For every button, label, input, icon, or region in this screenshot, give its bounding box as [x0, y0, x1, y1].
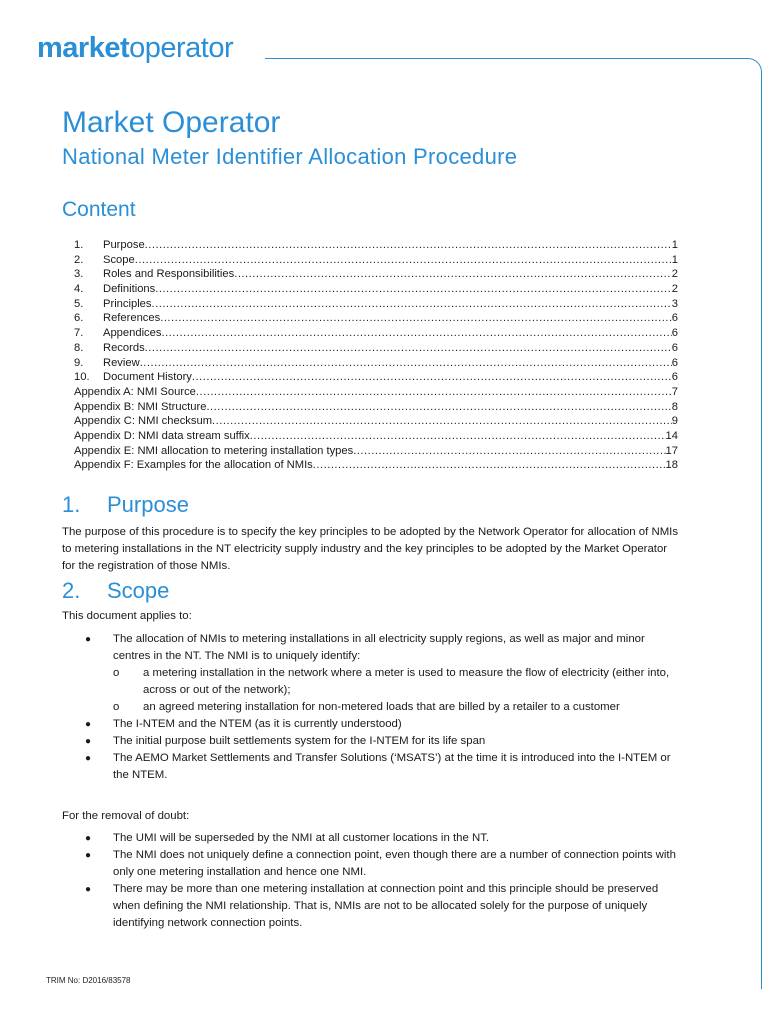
toc-page-number: 6 [671, 312, 678, 325]
toc-title: Purpose [103, 239, 145, 251]
document-subtitle: National Meter Identifier Allocation Procedure [62, 144, 518, 169]
toc-number: 10. [74, 371, 90, 384]
toc-leader-dots [145, 238, 672, 253]
bullet-icon: ● [85, 753, 92, 764]
toc-entry[interactable] [74, 400, 678, 415]
circle-bullet-icon: o [113, 701, 120, 713]
toc-page-number: 3 [671, 297, 678, 310]
toc-title: Appendix E: NMI allocation to metering installation types [74, 444, 354, 457]
bullet-icon: ● [85, 884, 92, 895]
list-item: o an agreed metering installation for non-metered loads that are billed by a retailer to a customer [113, 699, 685, 716]
toc-number: 1. [74, 239, 84, 251]
scope-heading: 2. Scope [62, 578, 170, 603]
removal-bullet-list [85, 830, 685, 932]
toc-page-number: 6 [671, 327, 678, 340]
bullet-icon: ● [85, 850, 92, 861]
toc-leader-dots [161, 326, 671, 341]
toc-leader-dots [145, 341, 672, 356]
toc-entry[interactable] [74, 429, 678, 444]
toc-entry[interactable] [74, 341, 678, 356]
list-item: ● The allocation of NMIs to metering installations in all electricity supply regions, as well as major and minor centres in the NT. The NMI is to uniquely identify: o a metering installation in the network where a meter is used to measure the flow of electricity (either into, across or out of the network); o an agreed metering installation for non-metered loads that are billed by a retailer to a customer [85, 631, 685, 716]
toc-entry[interactable] [74, 282, 678, 297]
toc-title: Definitions [103, 283, 156, 296]
toc-page-number: 6 [671, 371, 678, 384]
toc-number: 5. [74, 297, 84, 310]
toc-leader-dots [353, 444, 665, 459]
toc-entry[interactable] [74, 238, 678, 253]
bullet-icon: ● [85, 833, 92, 844]
toc-title: Appendix A: NMI Source [74, 385, 196, 398]
toc-entry[interactable] [74, 444, 678, 459]
list-item: ● The initial purpose built settlements system for the I-NTEM for its life span [85, 733, 685, 750]
toc-title: Principles [103, 297, 152, 310]
toc-page-number: 8 [671, 400, 678, 413]
toc-page-number: 6 [671, 341, 678, 354]
toc-page-number: 6 [671, 356, 678, 369]
toc-entry[interactable] [74, 326, 678, 341]
toc-entry[interactable] [74, 356, 678, 371]
toc-title: Roles and Responsibilities [103, 268, 235, 281]
toc-page-number: 1 [671, 253, 678, 266]
toc-leader-dots [234, 267, 672, 282]
purpose-paragraph: The purpose of this procedure is to specify the key principles to be adopted by the Network Operator for allocation of NMIs to metering installations in the NT electricity supply industry and the key principles to be adopted by the Market Operator for the registration of those NMIs. [62, 526, 679, 572]
trim-number-footer: TRIM No: D2016/83578 [46, 976, 131, 985]
toc-title: Document History [103, 371, 192, 384]
scope-intro: This document applies to: [62, 610, 192, 622]
contents-heading: Content [62, 198, 136, 221]
toc-leader-dots [152, 297, 672, 312]
bullet-icon: ● [85, 736, 92, 747]
toc-title: Scope [103, 253, 135, 266]
toc-page-number: 18 [665, 459, 678, 472]
list-item: ● The I-NTEM and the NTEM (as it is currently understood) [85, 716, 685, 733]
toc-page-number: 1 [671, 239, 678, 251]
toc-leader-dots [250, 429, 666, 444]
scope-bullet-list [85, 631, 685, 784]
circle-bullet-icon: o [113, 667, 120, 679]
toc-entry[interactable] [74, 253, 678, 268]
toc-entry[interactable] [74, 385, 678, 400]
toc-number: 4. [74, 283, 84, 296]
toc-entry[interactable] [74, 458, 678, 473]
toc-leader-dots [155, 282, 672, 297]
list-item: ● The AEMO Market Settlements and Transfer Solutions (‘MSATS’) at the time it is introduced into the I-NTEM or the NTEM. [85, 752, 671, 781]
toc-leader-dots [313, 458, 666, 473]
toc-page-number: 9 [671, 415, 678, 428]
bullet-icon: ● [85, 719, 92, 730]
toc-page-number: 2 [671, 268, 678, 281]
toc-leader-dots [135, 253, 672, 268]
table-of-contents [74, 238, 678, 473]
removal-intro: For the removal of doubt: [62, 810, 190, 822]
page-title: Market Operator [62, 106, 281, 139]
toc-leader-dots [206, 400, 671, 415]
toc-entry[interactable] [74, 414, 678, 429]
bullet-icon: ● [85, 634, 92, 645]
toc-entry[interactable] [74, 311, 678, 326]
toc-title: Records [103, 341, 145, 354]
toc-number: 2. [74, 253, 84, 266]
sub-bullet-list [113, 665, 685, 716]
toc-entry[interactable] [74, 370, 678, 385]
toc-leader-dots [212, 414, 672, 429]
toc-leader-dots [196, 385, 672, 400]
toc-number: 3. [74, 268, 84, 281]
list-item: ● There may be more than one metering installation at connection point and this principle should be preserved when defining the NMI relationship. That is, NMIs are not to be allocated solely for the purpose of uniquely identifying network connection points. [85, 883, 659, 929]
list-item: ● The UMI will be superseded by the NMI at all customer locations in the NT. [85, 830, 685, 847]
toc-title: Appendix B: NMI Structure [74, 400, 207, 413]
toc-entry[interactable] [74, 267, 678, 282]
toc-number: 9. [74, 356, 84, 369]
market-operator-logo: marketoperator [37, 32, 234, 64]
toc-leader-dots [160, 311, 672, 326]
toc-number: 8. [74, 341, 84, 354]
toc-title: Appendix F: Examples for the allocation of NMIs [74, 459, 313, 472]
toc-title: Appendix D: NMI data stream suffix [74, 429, 250, 442]
purpose-heading: 1. Purpose [62, 492, 189, 517]
toc-number: 6. [74, 312, 84, 325]
list-item: ● The NMI does not uniquely define a connection point, even though there are a number of connection points with only one metering installation and hence one NMI. [85, 849, 676, 878]
toc-title: Appendix C: NMI checksum [74, 415, 213, 428]
toc-title: References [103, 312, 161, 325]
toc-page-number: 2 [671, 283, 678, 296]
toc-title: Review [103, 356, 140, 369]
toc-page-number: 14 [665, 429, 678, 442]
toc-leader-dots [140, 356, 672, 371]
toc-entry[interactable] [74, 297, 678, 312]
toc-title: Appendices [103, 327, 162, 340]
list-item: o a metering installation in the network where a meter is used to measure the flow of electricity (either into, across or out of the network); [113, 667, 670, 696]
toc-number: 7. [74, 327, 84, 340]
toc-page-number: 17 [665, 444, 678, 457]
toc-page-number: 7 [671, 385, 678, 398]
toc-leader-dots [192, 370, 672, 385]
